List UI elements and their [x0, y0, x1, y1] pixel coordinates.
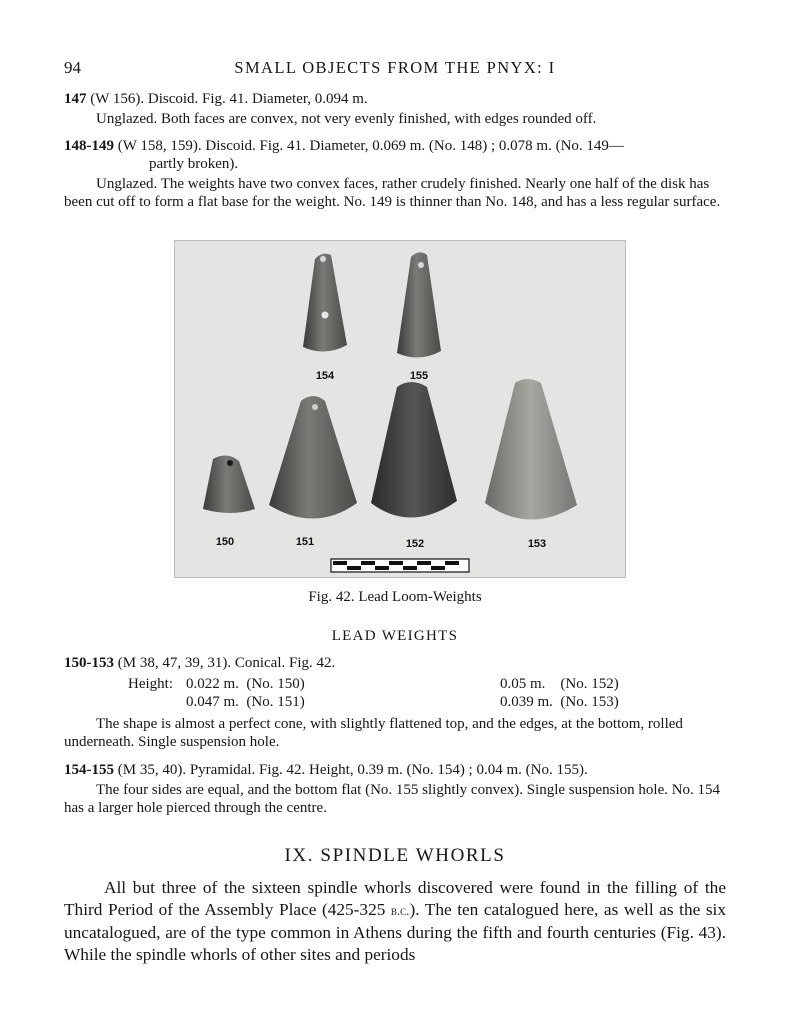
- entry-heading: [64, 654, 726, 672]
- body-text-part: ). The ten catalogued here, as well as the six uncatalogued, are of the type common in Athens during the fifth and fourth centuries (Fig. 43). While the spindle whorls of other sites and periods: [64, 900, 726, 964]
- heights-label: Height:: [128, 676, 173, 692]
- entry-line-continued: partly broken).: [149, 156, 239, 172]
- catalogue-entry-154-155: [64, 761, 726, 817]
- height-value: 0.05 m. (No. 152): [500, 676, 619, 692]
- label-153: 153: [527, 538, 547, 550]
- page-number: 94: [64, 58, 81, 77]
- heights-table: [128, 675, 648, 711]
- chapter-body: [64, 877, 726, 966]
- entry-line: (W 158, 159). Discoid. Fig. 41. Diameter, 0.069 m. (No. 148) ; 0.078 m. (No. 149—: [114, 138, 624, 154]
- catalogue-entry-147: [64, 90, 726, 128]
- label-150: 150: [215, 536, 235, 548]
- height-value: 0.047 m. (No. 151): [186, 694, 305, 710]
- entry-description: Unglazed. The weights have two convex faces, rather crudely finished. Nearly one half of the disk has been cut off to form a flat base for the weight. No. 149 is thinner than No. 148, and has a less regular surface.: [64, 176, 721, 210]
- entry-heading: [64, 90, 726, 108]
- entry-heading: [64, 761, 726, 779]
- loom-weights-illustration: [175, 241, 625, 577]
- figure-caption: Fig. 42. Lead Loom-Weights: [308, 589, 482, 605]
- entry-number: 148-149: [64, 138, 114, 154]
- entry-number: 154-155: [64, 762, 114, 778]
- weight-154: [303, 254, 347, 352]
- height-value: 0.022 m. (No. 150): [186, 676, 305, 692]
- entry-heading: [64, 137, 726, 155]
- label-151: 151: [295, 536, 315, 548]
- entry-line: (M 35, 40). Pyramidal. Fig. 42. Height, 0.39 m. (No. 154) ; 0.04 m. (No. 155).: [114, 762, 588, 778]
- weight-153: [485, 379, 577, 520]
- figure-42-photograph: [174, 240, 626, 578]
- heights-column-2: [500, 675, 619, 711]
- entry-line: (W 156). Discoid. Fig. 41. Diameter, 0.094 m.: [86, 91, 368, 107]
- entry-description: The shape is almost a perfect cone, with slightly flattened top, and the edges, at the bottom, rolled underneath. Single suspension hole.: [64, 716, 683, 750]
- catalogue-entry-148-149: [64, 137, 726, 211]
- catalogue-entry-150-153: [64, 654, 726, 672]
- entry-number: 147: [64, 91, 87, 107]
- weight-152: [371, 382, 457, 518]
- running-title: SMALL OBJECTS FROM THE PNYX: I: [234, 58, 556, 77]
- section-heading: LEAD WEIGHTS: [331, 628, 459, 644]
- body-paragraph: [64, 877, 726, 966]
- height-value: 0.039 m. (No. 153): [500, 694, 619, 710]
- scale-bar: [331, 559, 469, 572]
- running-head: [64, 58, 726, 80]
- entry-150-description-block: [64, 715, 726, 751]
- era-abbreviation: b.c.: [390, 903, 410, 918]
- entry-number: 150-153: [64, 655, 114, 671]
- body-text-part: All but three of the sixteen spindle whorls discovered were found in the filling of the Third Period of the Assembly Place (425-325: [64, 878, 726, 919]
- weight-151: [269, 396, 357, 519]
- weight-155: [397, 252, 441, 357]
- entry-line: (M 38, 47, 39, 31). Conical. Fig. 42.: [114, 655, 336, 671]
- entry-description: The four sides are equal, and the bottom flat (No. 155 slightly convex). Single suspension hole. No. 154 has a larger hole pierced through the centre.: [64, 782, 721, 816]
- label-155: 155: [409, 370, 429, 382]
- chapter-heading: IX. SPINDLE WHORLS: [284, 845, 506, 866]
- label-154: 154: [315, 370, 335, 382]
- label-152: 152: [405, 538, 425, 550]
- entry-description: Unglazed. Both faces are convex, not very evenly finished, with edges rounded off.: [96, 111, 597, 127]
- heights-column-1: [186, 675, 305, 711]
